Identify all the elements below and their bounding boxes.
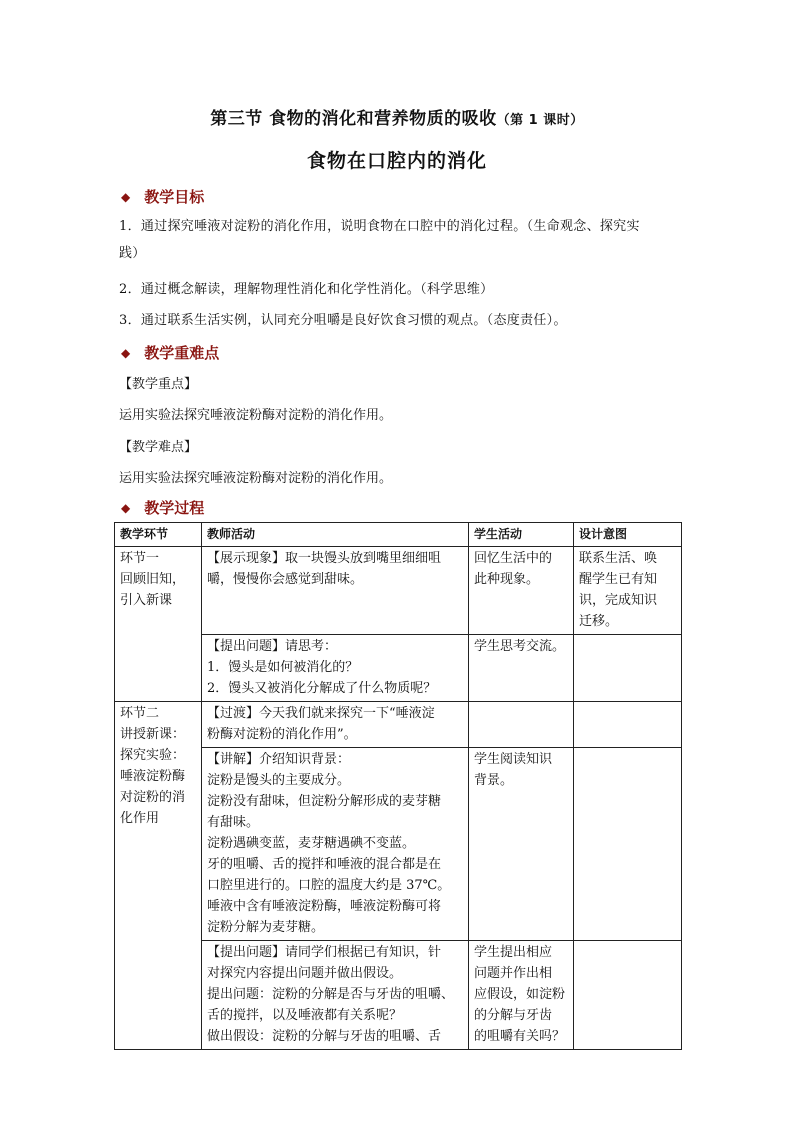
section-keypoints-label: 教学重难点 <box>144 344 220 362</box>
header-teacher: 教师活动 <box>202 523 469 547</box>
student-line: 的分解与牙齿 <box>474 1008 553 1023</box>
stage-2-line: 化作用 <box>120 811 160 826</box>
goal-1-line-1: 1．通过探究唾液对淀粉的消化作用，说明食物在口腔中的消化过程。（生命观念、探究实 <box>119 219 640 234</box>
teacher-line: 淀粉没有甜味，但淀粉分解形成的麦芽糖 <box>207 794 442 809</box>
table-row <box>115 547 682 635</box>
stage-1-line: 环节一 <box>120 551 160 566</box>
student-line: 学生思考交流。 <box>474 639 566 654</box>
design-intent-cell <box>574 702 682 748</box>
intent-line: 联系生活、唤 <box>579 551 658 566</box>
section-process-label: 教学过程 <box>144 499 205 517</box>
teacher-line: 【讲解】介绍知识背景： <box>207 752 351 767</box>
goal-1-line-2: 践） <box>119 246 146 261</box>
lesson-subtitle: 食物在口腔内的消化 <box>306 150 487 172</box>
design-intent-cell <box>574 635 682 702</box>
teacher-line: 唾液中含有唾液淀粉酶，唾液淀粉酶可将 <box>207 899 442 914</box>
header-stage: 教学环节 <box>115 523 202 547</box>
goal-1 <box>119 213 679 267</box>
teacher-line: 【提出问题】请同学们根据已有知识，针 <box>207 945 442 960</box>
table-header-row <box>115 523 682 547</box>
student-activity-cell <box>469 941 574 1050</box>
teacher-line: 牙的咀嚼、舌的搅拌和唾液的混合都是在 <box>207 857 442 872</box>
student-activity-cell <box>469 547 574 635</box>
student-line: 应假设，如淀粉 <box>474 987 566 1002</box>
teacher-line: 粉酶对淀粉的消化作用”。 <box>207 727 357 742</box>
teacher-line: 【过渡】今天我们就来探究一下“唾液淀 <box>207 706 435 721</box>
header-student: 学生活动 <box>469 523 574 547</box>
section-keypoints-heading <box>121 342 219 363</box>
header-intent: 设计意图 <box>574 523 682 547</box>
teacher-activity-cell <box>202 547 469 635</box>
lesson-title <box>0 104 794 129</box>
teacher-line: 做出假设：淀粉的分解与牙齿的咀嚼、舌 <box>207 1029 442 1044</box>
teacher-line: 淀粉分解为麦芽糖。 <box>207 920 325 935</box>
teacher-line: 【展示现象】取一块馒头放到嘴里细细咀 <box>207 551 442 566</box>
focus-label: 【教学重点】 <box>119 377 198 392</box>
lesson-title-period: （第 1 课时） <box>496 113 584 128</box>
intent-line: 迁移。 <box>579 614 619 629</box>
student-line: 的咀嚼有关吗？ <box>474 1029 566 1044</box>
difficulty-text: 运用实验法探究唾液淀粉酶对淀粉的消化作用。 <box>119 471 393 486</box>
teacher-line: 【提出问题】请思考： <box>207 639 338 654</box>
table-row <box>115 702 682 748</box>
student-line: 问题并作出相 <box>474 966 553 981</box>
student-line: 背景。 <box>474 773 514 788</box>
student-activity-cell <box>469 635 574 702</box>
section-process-heading <box>121 497 204 518</box>
student-activity-cell <box>469 702 574 748</box>
goal-3: 3．通过联系生活实例，认同充分咀嚼是良好饮食习惯的观点。（态度责任）。 <box>119 313 567 328</box>
stage-2-line: 环节二 <box>120 706 160 721</box>
design-intent-cell <box>574 748 682 941</box>
teacher-line: 淀粉是馒头的主要成分。 <box>207 773 351 788</box>
teacher-line: 嚼，慢慢你会感觉到甜味。 <box>207 572 364 587</box>
stage-2-cell <box>115 702 202 1050</box>
teacher-line: 舌的搅拌，以及唾液都有关系呢？ <box>207 1008 403 1023</box>
goal-2: 2．通过概念解读，理解物理性消化和化学性消化。（科学思维） <box>119 282 494 297</box>
intent-line: 识，完成知识 <box>579 593 658 608</box>
teacher-activity-cell <box>202 635 469 702</box>
teacher-activity-cell <box>202 941 469 1050</box>
teacher-line: 淀粉遇碘变蓝，麦芽糖遇碘不变蓝。 <box>207 836 416 851</box>
diamond-bullet-icon: ◆ <box>121 501 131 515</box>
stage-1-cell <box>115 547 202 702</box>
focus-text: 运用实验法探究唾液淀粉酶对淀粉的消化作用。 <box>119 408 393 423</box>
intent-line: 醒学生已有知 <box>579 572 658 587</box>
stage-1-line: 引入新课 <box>120 593 173 608</box>
student-line: 此种现象。 <box>474 572 540 587</box>
diamond-bullet-icon: ◆ <box>121 346 131 360</box>
section-goals-label: 教学目标 <box>144 188 205 206</box>
teacher-activity-cell <box>202 702 469 748</box>
teacher-line: 有甜味。 <box>207 815 260 830</box>
student-line: 学生阅读知识 <box>474 752 553 767</box>
stage-1-line: 回顾旧知， <box>120 572 186 587</box>
teacher-line: 对探究内容提出问题并做出假设。 <box>207 966 403 981</box>
stage-2-line: 探究实验： <box>120 748 186 763</box>
difficulty-label: 【教学难点】 <box>119 440 198 455</box>
student-line: 学生提出相应 <box>474 945 553 960</box>
design-intent-cell <box>574 941 682 1050</box>
section-goals-heading <box>121 186 204 207</box>
design-intent-cell <box>574 547 682 635</box>
student-activity-cell <box>469 748 574 941</box>
teacher-activity-cell <box>202 748 469 941</box>
process-table <box>114 522 682 1050</box>
teacher-line: 1．馒头是如何被消化的？ <box>207 660 359 675</box>
teacher-line: 2．馒头又被消化分解成了什么物质呢？ <box>207 681 437 696</box>
stage-2-line: 对淀粉的消 <box>120 790 186 805</box>
lesson-title-main: 第三节 食物的消化和营养物质的吸收 <box>210 109 497 129</box>
teacher-line: 提出问题：淀粉的分解是否与牙齿的咀嚼、 <box>207 987 455 1002</box>
student-line: 回忆生活中的 <box>474 551 553 566</box>
diamond-bullet-icon: ◆ <box>121 190 131 204</box>
teacher-line: 口腔里进行的。口腔的温度大约是 37℃。 <box>207 878 451 893</box>
stage-2-line: 讲授新课： <box>120 727 186 742</box>
stage-2-line: 唾液淀粉酶 <box>120 769 186 784</box>
